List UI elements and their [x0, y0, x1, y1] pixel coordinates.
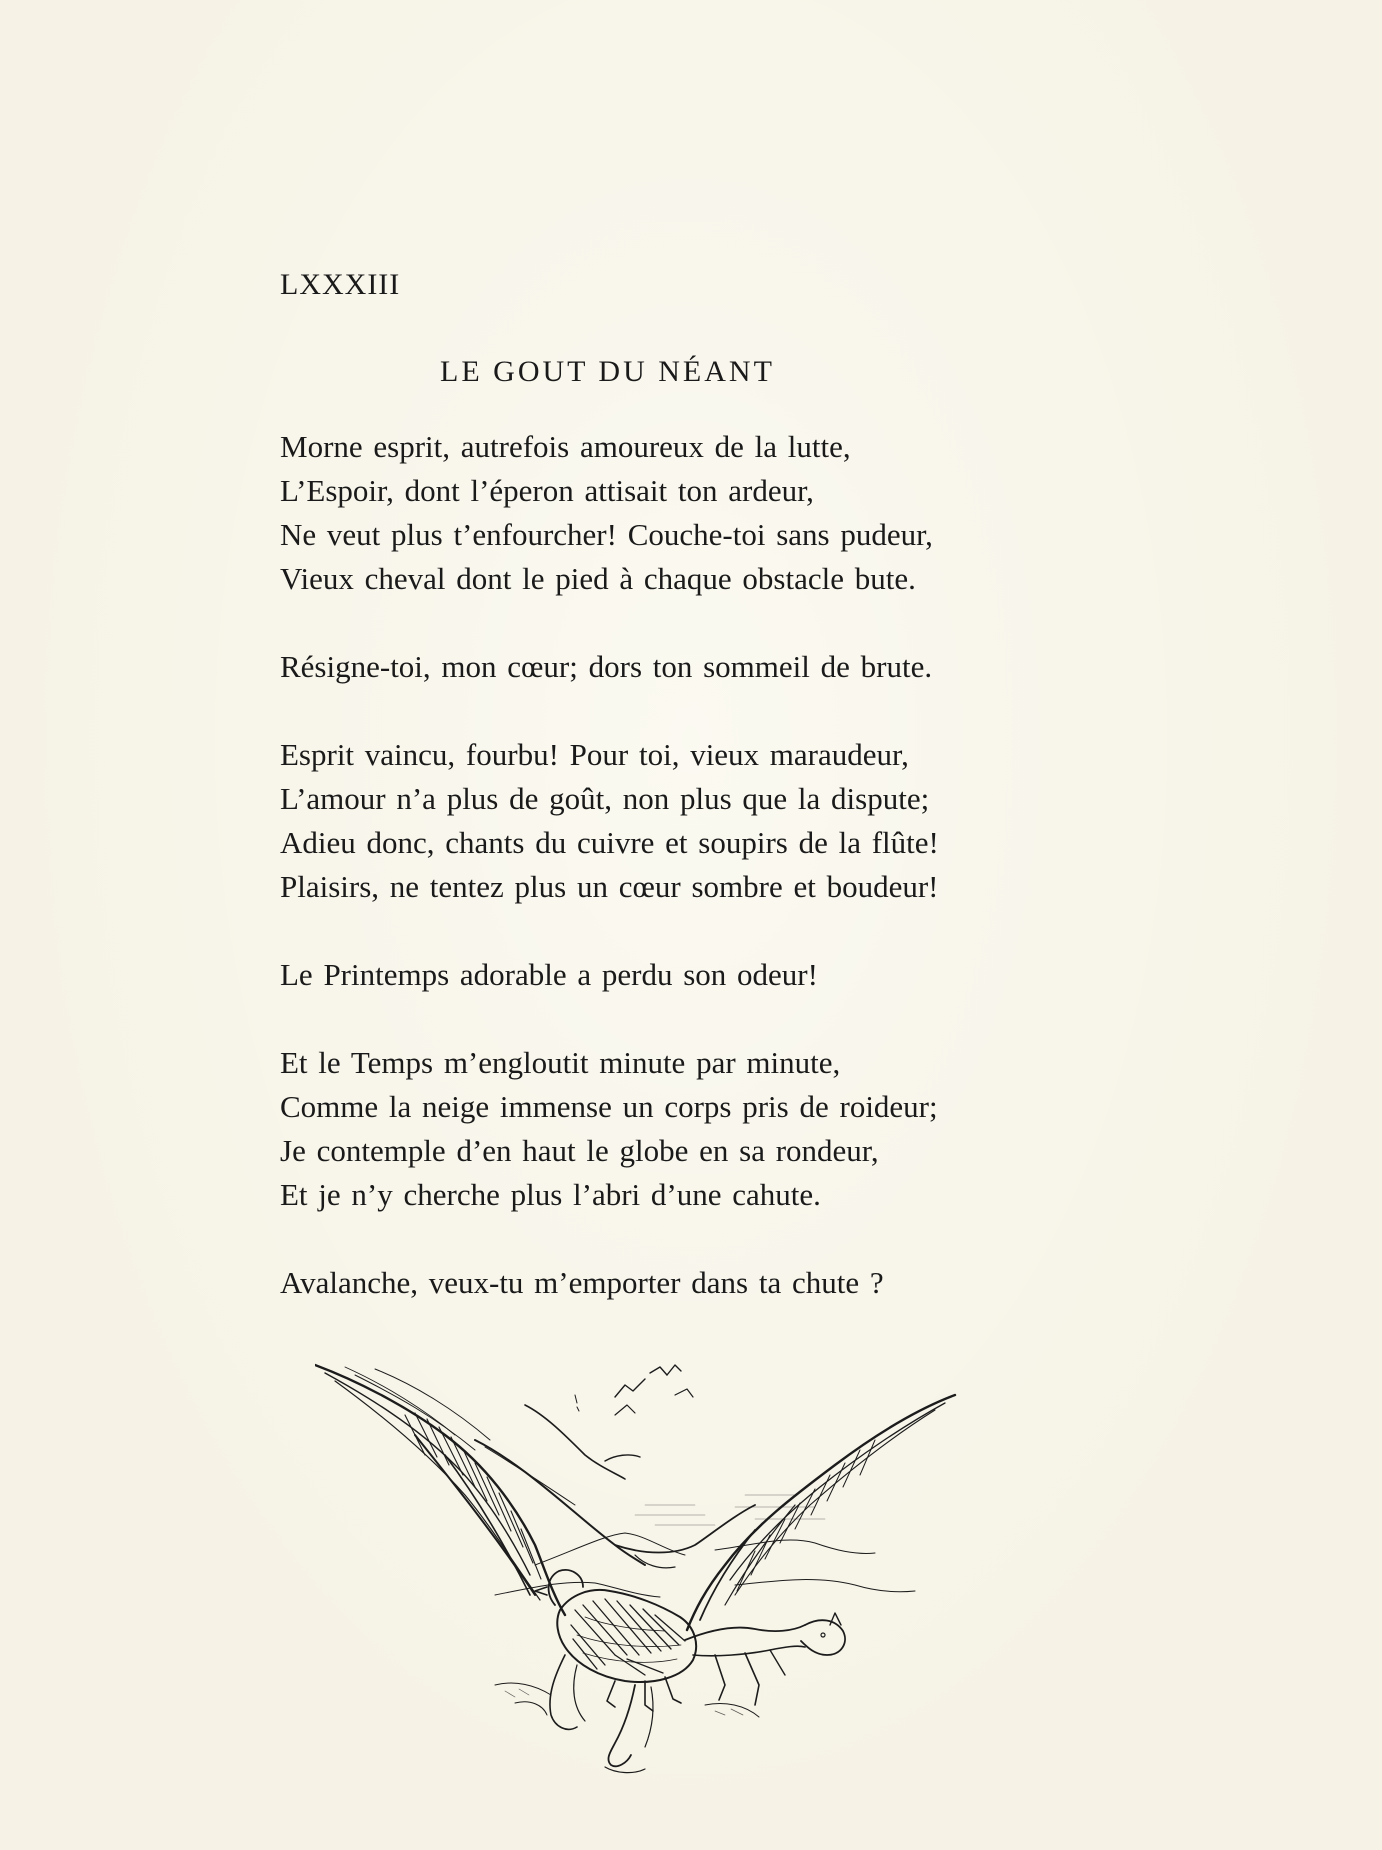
stanza-break	[280, 1217, 1120, 1261]
verse-line: Le Printemps adorable a perdu son odeur!	[280, 957, 818, 992]
poem-title: LE GOUT DU NÉANT	[440, 355, 775, 388]
verse-line: Vieux cheval dont le pied à chaque obstacle bute.	[280, 561, 916, 596]
stanza-break	[280, 909, 1120, 953]
verse-line: Esprit vaincu, fourbu! Pour toi, vieux maraudeur,	[280, 737, 909, 772]
verse-line: L’Espoir, dont l’éperon attisait ton ardeur,	[280, 473, 814, 508]
verse-line: Ne veut plus t’enfourcher! Couche-toi sans pudeur,	[280, 517, 933, 552]
poem-number: LXXXIII	[280, 268, 401, 301]
stanza	[280, 953, 1120, 997]
verse-line: Avalanche, veux-tu m’emporter dans ta chute ?	[280, 1265, 884, 1300]
verse-line: Plaisirs, ne tentez plus un cœur sombre et boudeur!	[280, 869, 939, 904]
eagle-vignette-icon	[315, 1355, 995, 1775]
stanza	[280, 1041, 1120, 1217]
stanza-break	[280, 997, 1120, 1041]
verse-line: Morne esprit, autrefois amoureux de la lutte,	[280, 429, 851, 464]
verse-line: L’amour n’a plus de goût, non plus que la dispute;	[280, 781, 930, 816]
verse-line: Et je n’y cherche plus l’abri d’une cahute.	[280, 1177, 821, 1212]
verse-line: Comme la neige immense un corps pris de roideur;	[280, 1089, 938, 1124]
verse-line: Résigne-toi, mon cœur; dors ton sommeil de brute.	[280, 649, 933, 684]
stanza	[280, 645, 1120, 689]
stanza-break	[280, 689, 1120, 733]
stanza	[280, 1261, 1120, 1305]
verse-line: Et le Temps m’engloutit minute par minute,	[280, 1045, 841, 1080]
verse-line: Adieu donc, chants du cuivre et soupirs de la flûte!	[280, 825, 939, 860]
verse-line: Je contemple d’en haut le globe en sa rondeur,	[280, 1133, 879, 1168]
stanza	[280, 733, 1120, 909]
poem-body	[280, 425, 1120, 1305]
stanza-break	[280, 601, 1120, 645]
stanza	[280, 425, 1120, 601]
